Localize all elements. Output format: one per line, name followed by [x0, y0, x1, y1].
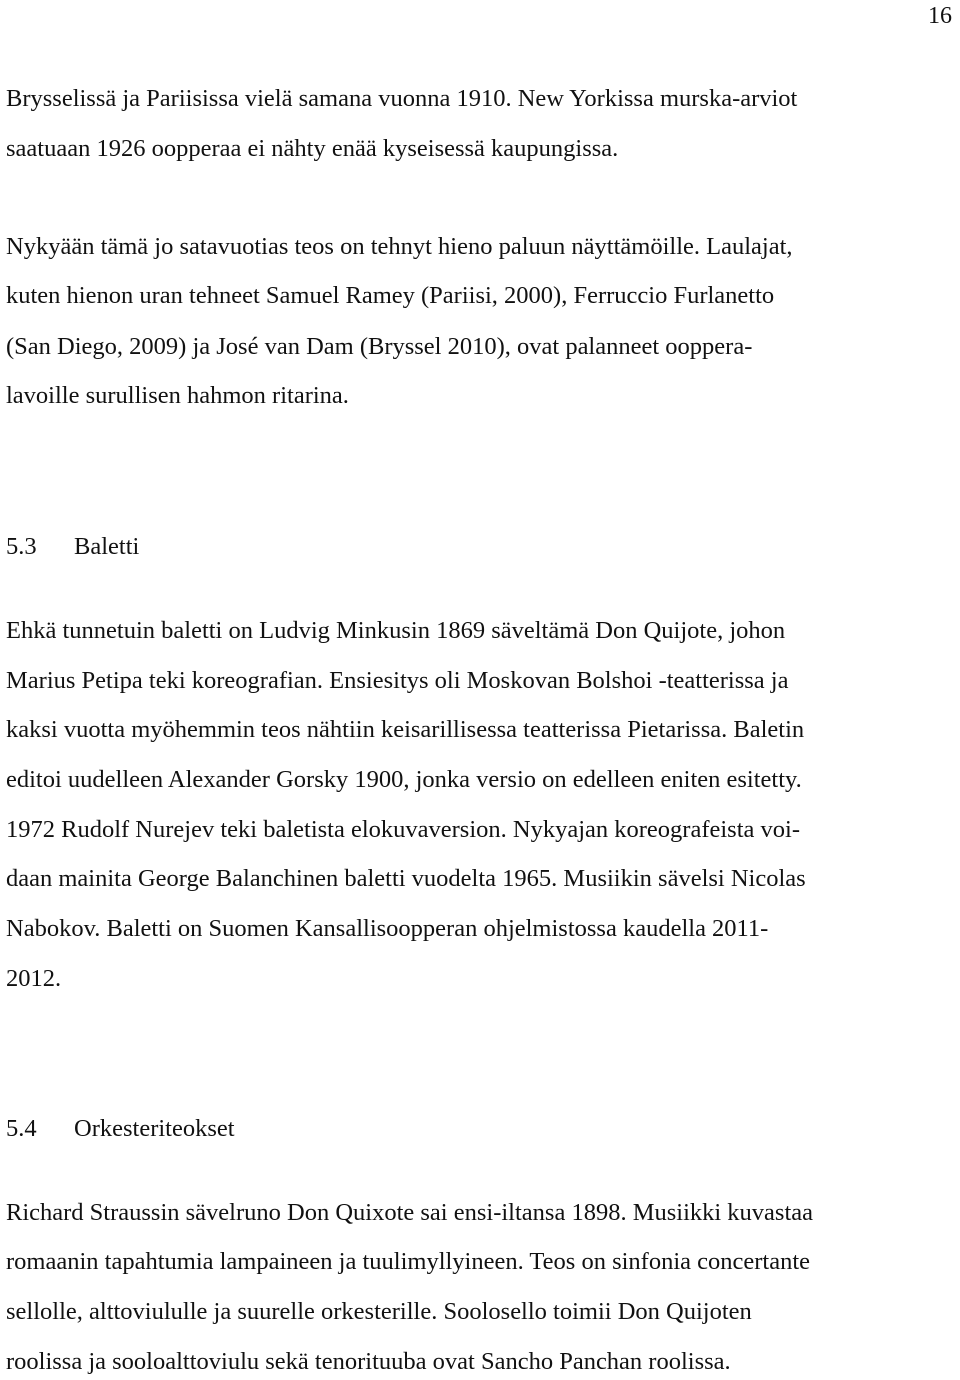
section-5-4-line: sellolle, alttoviululle ja suurelle orkesterille. Soolosello toimii Don Quijoten	[6, 1298, 752, 1325]
section-5-4-line: Richard Straussin sävelruno Don Quixote sai ensi-iltansa 1898. Musiikki kuvastaa	[6, 1199, 814, 1226]
section-5-3-line: Nabokov. Baletti on Suomen Kansallisoopperan ohjelmistossa kaudella 2011-	[6, 915, 769, 942]
section-5-4-line: romaanin tapahtumia lampaineen ja tuulimyllyineen. Teos on sinfonia concertante	[6, 1248, 811, 1275]
section-number: 5.3	[6, 533, 37, 560]
paragraph-2-line: kuten hienon uran tehneet Samuel Ramey (Pariisi, 2000), Ferruccio Furlanetto	[6, 282, 775, 309]
section-5-3-line: daan mainita George Balanchinen baletti vuodelta 1965. Musiikin sävelsi Nicolas	[6, 865, 806, 892]
section-5-4-line: roolissa ja sooloalttoviulu sekä tenorituuba ovat Sancho Panchan roolissa.	[6, 1348, 731, 1375]
section-5-3-line: Ehkä tunnetuin baletti on Ludvig Minkusin 1869 säveltämä Don Quijote, johon	[6, 617, 786, 644]
section-5-3-line: Marius Petipa teki koreografian. Ensiesitys oli Moskovan Bolshoi -teatterissa ja	[6, 667, 789, 694]
paragraph-2-line: Nykyään tämä jo satavuotias teos on tehnyt hieno paluun näyttämöille. Laulajat,	[6, 233, 793, 260]
section-5-3-line: editoi uudelleen Alexander Gorsky 1900, jonka versio on edelleen eniten esitetty.	[6, 766, 802, 793]
section-heading-5-4	[6, 1114, 235, 1144]
section-title: Baletti	[74, 533, 140, 560]
section-title: Orkesteriteokset	[74, 1115, 235, 1142]
page-number: 16	[928, 3, 952, 29]
section-heading-5-3	[6, 532, 139, 562]
paragraph-2-line: (San Diego, 2009) ja José van Dam (Bryssel 2010), ovat palanneet ooppera-	[6, 333, 753, 360]
paragraph-1-line: Brysselissä ja Pariisissa vielä samana vuonna 1910. New Yorkissa murska-arviot	[6, 85, 798, 112]
section-5-3-line: 1972 Rudolf Nurejev teki baletista elokuvaversion. Nykyajan koreografeista voi-	[6, 816, 800, 843]
paragraph-2-line: lavoille surullisen hahmon ritarina.	[6, 382, 349, 409]
section-5-3-line: kaksi vuotta myöhemmin teos nähtiin keisarillisessa teatterissa Pietarissa. Baletin	[6, 716, 805, 743]
section-number: 5.4	[6, 1115, 37, 1142]
paragraph-1-line: saatuaan 1926 oopperaa ei nähty enää kyseisessä kaupungissa.	[6, 135, 619, 162]
section-5-3-line: 2012.	[6, 965, 62, 992]
